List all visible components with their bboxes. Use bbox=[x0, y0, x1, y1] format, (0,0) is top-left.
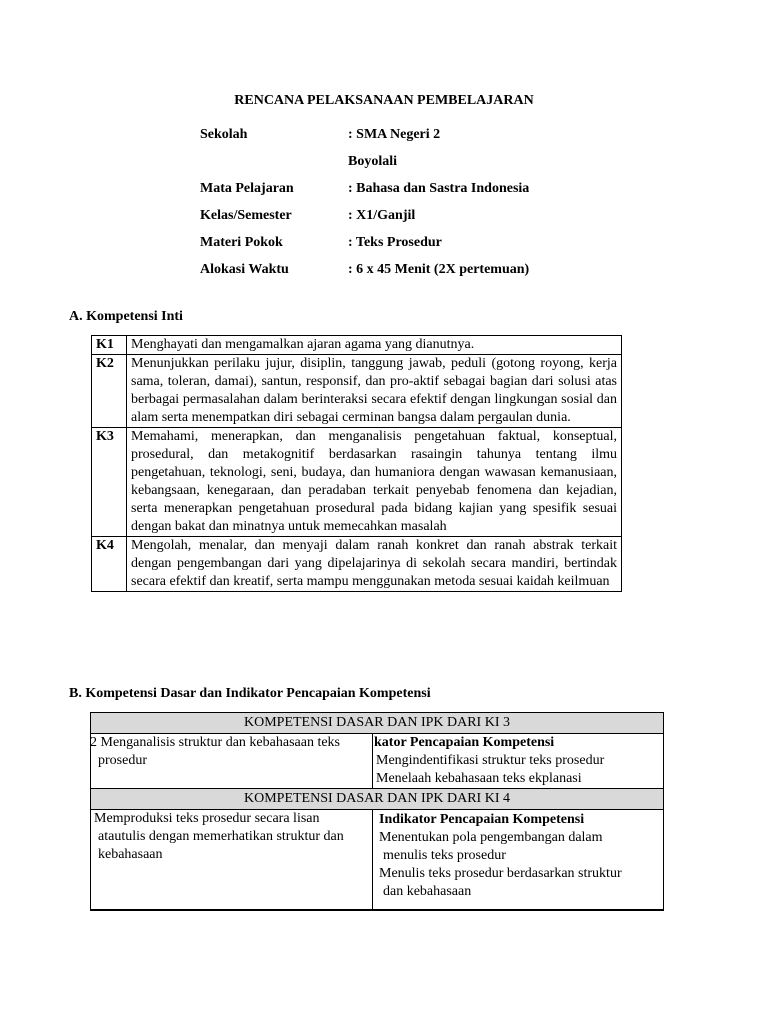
document-title: RENCANA PELAKSANAAN PEMBELAJARAN bbox=[234, 93, 534, 108]
table-row bbox=[92, 537, 622, 592]
meta-value: : X1/Ganjil bbox=[348, 208, 416, 223]
ki-code: K2 bbox=[92, 355, 127, 428]
document-meta bbox=[200, 121, 568, 283]
meta-value: Boyolali bbox=[348, 154, 398, 169]
ki-description: Mengolah, menalar, dan menyaji dalam ranah konkret dan ranah abstrak terkait dengan pengembangan dari yang dipelajarinya di sekolah secara mandiri, bertindak secara efektif dan kreatif, serta mampu menggunakan metoda sesuai kaidah keilmuan bbox=[127, 537, 622, 592]
meta-value: : Teks Prosedur bbox=[348, 235, 442, 250]
meta-key: Mata Pelajaran bbox=[200, 181, 294, 196]
kd-text-line: kebahasaan bbox=[98, 847, 163, 862]
meta-value: : Bahasa dan Sastra Indonesia bbox=[348, 181, 530, 196]
indicator-item-cont: dan kebahasaan bbox=[383, 884, 472, 899]
kd-ki4-header: KOMPETENSI DASAR DAN IPK DARI KI 4 bbox=[91, 789, 664, 810]
indicator-item: Menentukan pola pengembangan dalam bbox=[379, 830, 603, 845]
meta-value: : SMA Negeri 2 bbox=[348, 127, 441, 142]
indicator-item: Mengindentifikasi struktur teks prosedur bbox=[376, 753, 605, 768]
table-row bbox=[91, 810, 664, 910]
meta-value: : 6 x 45 Menit (2X pertemuan) bbox=[348, 262, 530, 277]
ki-code: K3 bbox=[92, 428, 127, 537]
ki-code: K4 bbox=[92, 537, 127, 592]
kd-text-line: prosedur bbox=[98, 753, 147, 768]
indicator-title: Indikator Pencapaian Kompetensi bbox=[379, 812, 585, 827]
meta-row-materi-pokok bbox=[200, 229, 568, 256]
kd-ki3-header: KOMPETENSI DASAR DAN IPK DARI KI 3 bbox=[91, 713, 664, 734]
table-row bbox=[92, 355, 622, 428]
meta-row-mata-pelajaran bbox=[200, 175, 568, 202]
ki-description: Menghayati dan mengamalkan ajaran agama yang dianutnya. bbox=[127, 336, 622, 355]
indicator-item: Menulis teks prosedur berdasarkan struktur bbox=[379, 866, 622, 881]
section-heading-kompetensi-dasar: B. Kompetensi Dasar dan Indikator Pencapaian Kompetensi bbox=[69, 686, 431, 701]
kd-text-line: Memproduksi teks prosedur secara lisan bbox=[94, 811, 320, 826]
meta-key: Sekolah bbox=[200, 127, 248, 142]
table-header-row bbox=[91, 789, 664, 810]
kd-ki4-competency bbox=[91, 810, 373, 910]
kd-text-line: atautulis dengan memerhatikan struktur dan bbox=[98, 829, 344, 844]
meta-row-sekolah-cont bbox=[200, 148, 568, 175]
ki-code: K1 bbox=[92, 336, 127, 355]
table-header-row bbox=[91, 713, 664, 734]
meta-row-kelas-semester bbox=[200, 202, 568, 229]
table-row bbox=[92, 336, 622, 355]
indicator-item-cont: menulis teks prosedur bbox=[383, 848, 506, 863]
kompetensi-inti-table bbox=[91, 335, 622, 592]
ki-description: Menunjukkan perilaku jujur, disiplin, tanggung jawab, peduli (gotong royong, kerja sama, toleran, damai), santun, responsif, dan pro-aktif sebagai bagian dari solusi atas berbagai permasalahan dalam berinteraksi secara efektif dengan lingkungan sosial dan alam serta menempatkan diri sebagai cerminan bangsa dalam pergaulan dunia. bbox=[127, 355, 622, 428]
indicator-title: kator Pencapaian Kompetensi bbox=[374, 735, 555, 750]
meta-key: Materi Pokok bbox=[200, 235, 283, 250]
meta-key bbox=[200, 148, 348, 175]
kd-text-line: 2 Menganalisis struktur dan kebahasaan teks bbox=[90, 735, 340, 750]
kd-ki3-indicators bbox=[373, 734, 664, 789]
meta-row-alokasi-waktu bbox=[200, 256, 568, 283]
table-row bbox=[91, 734, 664, 789]
kd-ki4-indicators bbox=[373, 810, 664, 910]
ki-description: Memahami, menerapkan, dan menganalisis pengetahuan faktual, konseptual, prosedural, dan metakognitif berdasarkan rasaingin tahunya tentang ilmu pengetahuan, teknologi, seni, budaya, dan humaniora dengan wawasan kemanusiaan, kebangsaan, kenegaraan, dan peradaban terkait penyebab fenomena dan kejadian, serta menerapkan pengetahuan prosedural pada bidang kajian yang spesifik sesuai dengan bakat dan minatnya untuk memecahkan masalah bbox=[127, 428, 622, 537]
table-row bbox=[92, 428, 622, 537]
kd-ki3-competency bbox=[91, 734, 373, 789]
section-heading-kompetensi-inti: A. Kompetensi Inti bbox=[69, 309, 183, 324]
meta-row-sekolah bbox=[200, 121, 568, 148]
indicator-item: Menelaah kebahasaan teks ekplanasi bbox=[376, 771, 582, 786]
kompetensi-dasar-table bbox=[90, 712, 664, 911]
meta-key: Alokasi Waktu bbox=[200, 262, 289, 277]
meta-key: Kelas/Semester bbox=[200, 208, 292, 223]
